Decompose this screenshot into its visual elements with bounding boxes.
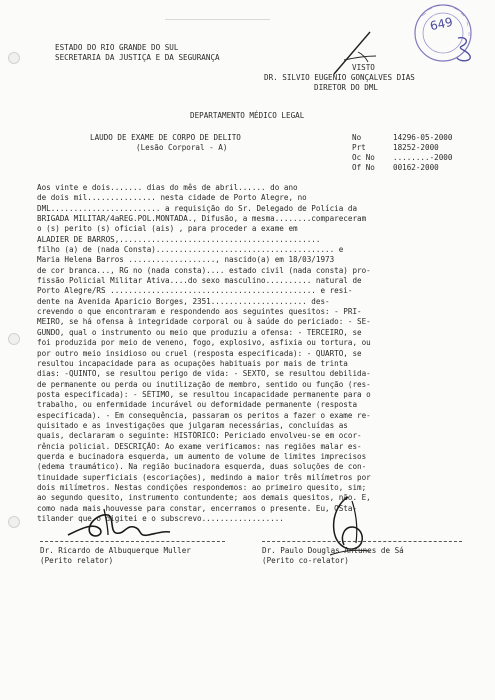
report-body	[37, 183, 457, 524]
binder-hole	[8, 52, 20, 64]
body-line: de cor branca..., RG no (nada consta).... estado civil (nada consta) pro-	[37, 265, 371, 275]
ref-value: 18252-2000	[393, 143, 439, 152]
body-line: posta especificada): - SÉTIMO, se resultou incapacidade permanente para o	[37, 389, 371, 399]
body-line: ALADIER DE BARROS,............................................	[37, 234, 321, 244]
perito-relator-name: Dr. Ricardo de Albuquerque Muller	[40, 546, 191, 555]
body-line: tilander que o digitei e o subscrevo..................	[37, 514, 284, 523]
binder-hole	[8, 516, 20, 528]
ref-label: Oc No	[352, 153, 375, 162]
body-line: quisitado e as investigações que julgaram necessárias, concluídas as	[37, 420, 348, 430]
body-line: Aos vinte e dois....... dias do mês de abril...... do ano	[37, 183, 298, 192]
signature-line	[262, 541, 462, 542]
body-line: filho (a) de (nada Consta)....................................... e	[37, 245, 344, 255]
body-line: quais, declararam o seguinte: HISTÓRICO: Periciado envolveu-se em ocor-	[37, 431, 362, 441]
body-line: fissão Policial Militar Ativa....do sexo masculino.......... natural de	[37, 276, 362, 286]
body-line: (edema traumático). Na região bucinadora esquerda, duas soluções de con-	[37, 462, 367, 472]
ref-label: Prt	[352, 143, 366, 152]
stamp-number: 649	[428, 14, 455, 34]
body-line: de dois mil............... nesta cidade de Porto Alegre, no	[37, 193, 307, 203]
body-line: de permanente ou perda ou inutilização de membro, sentido ou função (res-	[37, 379, 371, 389]
ref-label: Of No	[352, 163, 375, 172]
body-line: Maria Helena Barros ..................., nascido(a) em 18/03/1973	[37, 255, 335, 265]
scan-artifact	[165, 19, 270, 20]
director-name: DR. SILVIO EUGENIO GONÇALVES DIAS	[264, 73, 415, 82]
body-line: DML........................ a requisição do Sr. Delegado de Polícia da	[37, 203, 358, 213]
department-name: DEPARTAMENTO MÉDICO LEGAL	[190, 111, 305, 120]
body-line: crevendo o que encontraram e respondendo aos seguintes quesitos: - PRI-	[37, 307, 362, 317]
body-line: BRIGADA MILITAR/4aREG.POL.MONTADA., Difusão, a mesma........compareceram	[37, 214, 367, 224]
state-name: ESTADO DO RIO GRANDE DO SUL	[55, 43, 179, 52]
secretariat-name: SECRETARIA DA JUSTIÇA E DA SEGURANÇA	[55, 53, 220, 62]
perito-co-relator-name: Dr. Paulo Douglas Antunes de Sá	[262, 546, 404, 555]
body-line: o (s) perito (s) oficial (ais) , para proceder a exame em	[37, 224, 298, 234]
ref-label: No	[352, 133, 362, 142]
signature-line	[40, 541, 225, 542]
binder-hole	[8, 333, 20, 345]
ref-value: 00162-2000	[393, 163, 439, 172]
body-line: GUNDO, qual o instrumento ou meio que produziu a ofensa: - TERCEIRO, se	[37, 327, 362, 337]
director-signature	[324, 30, 380, 76]
body-line: rência policial. DESCRIÇÃO: Ao exame verificamos: nas regiões malar es-	[37, 441, 362, 451]
visto-label: VISTO	[352, 63, 375, 72]
director-title: DIRETOR DO DML	[314, 83, 379, 92]
body-line: resultou incapacidade para as ocupações habituais por mais de trinta	[37, 358, 348, 368]
body-line: tinuidade superficiais (escoriações), medindo a maior três milímetros por	[37, 472, 371, 482]
body-line: dente na Avenida Aparicio Borges, 2351..................... des-	[37, 296, 330, 306]
ref-value: 14296-05-2000	[393, 133, 453, 142]
body-line: foi produzida por meio de veneno, fogo, explosivo, asfixia ou tortura, ou	[37, 338, 371, 348]
body-line: trabalho, ou enfermidade incurável ou deformidade permanente (resposta	[37, 400, 358, 410]
stamp-initials-scribble	[452, 34, 476, 64]
report-subtitle: (Lesão Corporal - A)	[136, 143, 228, 152]
report-title: LAUDO DE EXAME DE CORPO DE DELITO	[90, 133, 241, 142]
perito-co-relator-role: (Perito co-relator)	[262, 556, 349, 565]
body-line: por outro meio insidioso ou cruel (resposta especificada): - QUARTO, se	[37, 348, 362, 358]
perito-relator-signature	[64, 505, 174, 545]
ref-value: ........-2000	[393, 153, 453, 162]
body-line: Porto Alegre/RS ............................................. e resi-	[37, 286, 353, 296]
body-line: dois milímetros. Nestas condições respondemos: ao primeiro quesito, sim;	[37, 482, 367, 492]
body-line: especificada). - Em consequência, passaram os peritos a fazer o exame re-	[37, 410, 371, 420]
body-line: ao segundo quesito, instrumento contundente; aos demais quesitos, não. E,	[37, 493, 371, 503]
perito-relator-role: (Perito relator)	[40, 556, 114, 565]
body-line: dias: -QUINTO, se resultou perigo de vida: - SEXTO, se resultou debilida-	[37, 369, 371, 379]
body-line: como nada mais houvesse para constar, encerramos o presente. Eu, OSta-	[37, 503, 358, 513]
body-line: MEIRO, se há ofensa à integridade corporal ou à saúde do periciado: - SE-	[37, 317, 371, 327]
body-line: querda e bucinadora esquerda, um aumento de volume de limites imprecisos	[37, 451, 367, 461]
